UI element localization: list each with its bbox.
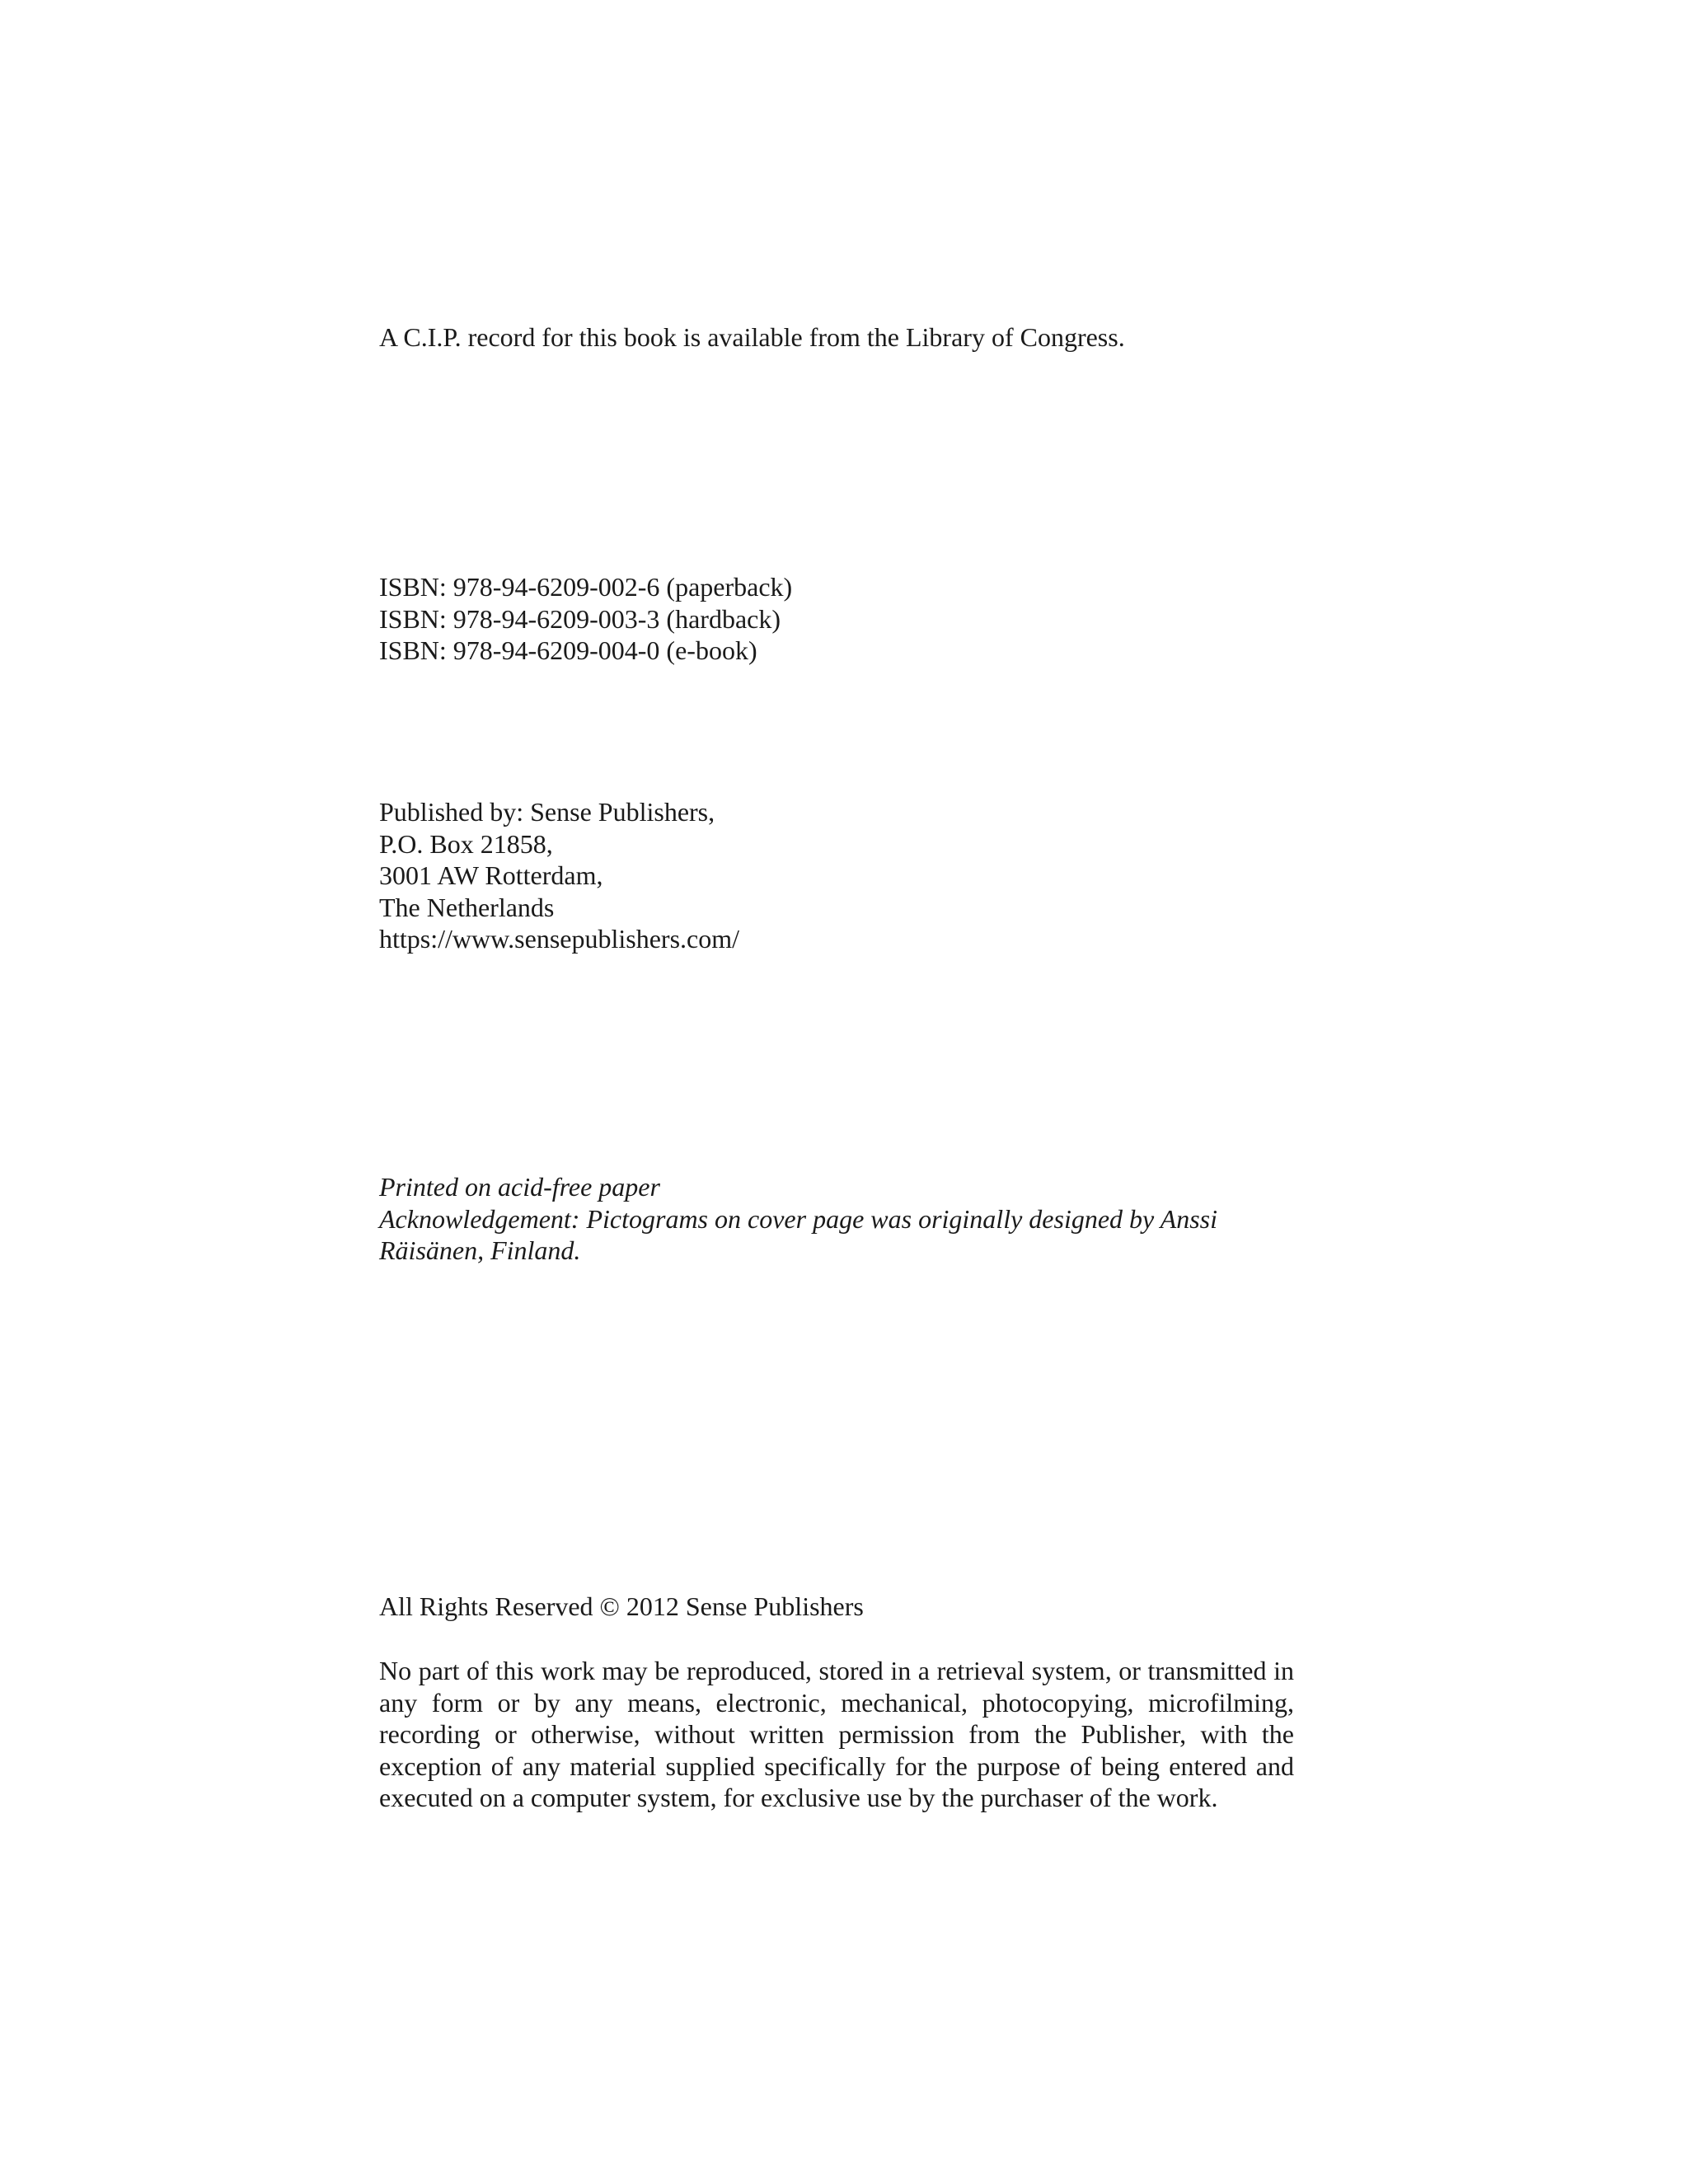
publisher-address-block [379, 796, 1294, 955]
printing-notes-block [379, 1171, 1294, 1267]
isbn-block [379, 571, 1294, 667]
isbn-paperback: ISBN: 978-94-6209-002-6 (paperback) [379, 572, 793, 602]
publisher-name: Published by: Sense Publishers, [379, 797, 715, 827]
acknowledgement-line-2: Räisänen, Finland. [379, 1235, 581, 1265]
publisher-po-box: P.O. Box 21858, [379, 828, 553, 859]
cip-record-block [379, 321, 1294, 354]
isbn-ebook: ISBN: 978-94-6209-004-0 (e-book) [379, 635, 757, 665]
rights-block [379, 1591, 1294, 1623]
rights-reserved-text: All Rights Reserved © 2012 Sense Publishers [379, 1591, 864, 1621]
publisher-city: 3001 AW Rotterdam, [379, 860, 603, 890]
copyright-notice-text: No part of this work may be reproduced, stored in a retrieval system, or transmitted in any form or by any means, electronic, mechanical, photocopying, microfilming, recording or otherwise, without written permission from the Publisher, with the exception of any material supplied specifically for the purpose of being entered and executed on a computer system, for exclusive use by the purchaser of the work. [379, 1656, 1294, 1812]
publisher-website-link[interactable]: https://www.sensepublishers.com/ [379, 924, 739, 954]
publisher-country: The Netherlands [379, 892, 555, 922]
copyright-notice-block [379, 1655, 1294, 1814]
isbn-hardback: ISBN: 978-94-6209-003-3 (hardback) [379, 603, 781, 634]
acknowledgement-line-1: Acknowledgement: Pictograms on cover page was originally designed by Anssi [379, 1203, 1217, 1234]
acid-free-paper-note: Printed on acid-free paper [379, 1172, 660, 1202]
cip-record-text: A C.I.P. record for this book is available from the Library of Congress. [379, 322, 1125, 352]
